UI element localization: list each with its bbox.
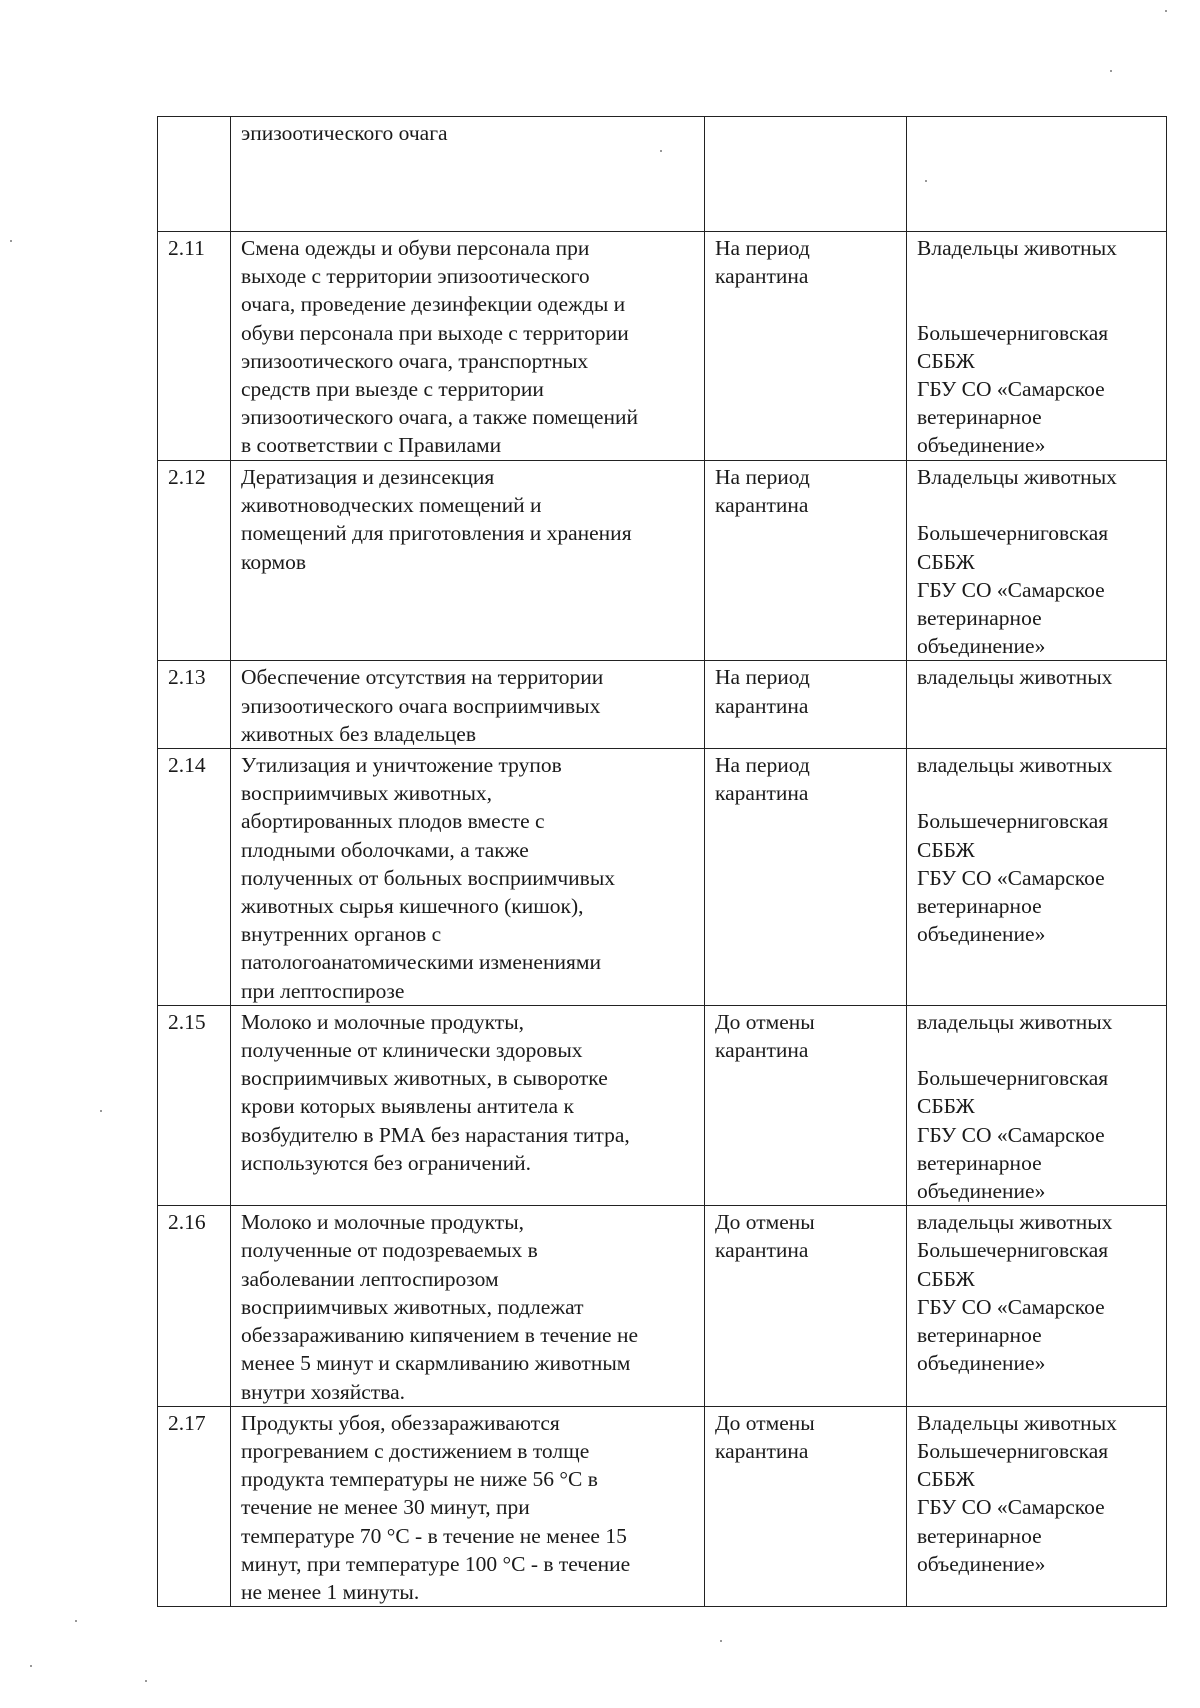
measure-responsible: владельцы животных Большечерниговская СББЖ ГБУ СО «Самарское ветеринарное объединение» [907,1005,1167,1205]
measure-description: Обеспечение отсутствия на территории эпизоотического очага восприимчивых животных без владельцев [231,661,705,749]
measure-responsible: Владельцы животных Большечерниговская СББЖ ГБУ СО «Самарское ветеринарное объединение» [907,232,1167,461]
measure-period: До отмены карантина [705,1206,907,1406]
measures-table [157,116,1167,1607]
table-row [158,1406,1167,1606]
row-number: 2.12 [158,461,231,661]
row-number [158,117,231,232]
measure-description: эпизоотического очага [231,117,705,232]
measure-responsible: владельцы животных Большечерниговская СББЖ ГБУ СО «Самарское ветеринарное объединение» [907,1206,1167,1406]
measure-description: Продукты убоя, обеззараживаются прогреванием с достижением в толще продукта температуры не ниже 56 °С в течение не менее 30 минут, при температуре 70 °С - в течение не менее 15 минут, при температуре 100 °С - в течение не менее 1 минуты. [231,1406,705,1606]
row-number: 2.14 [158,749,231,1006]
table-row [158,661,1167,749]
scan-speck [30,1665,32,1667]
measure-responsible: Владельцы животных Большечерниговская СББЖ ГБУ СО «Самарское ветеринарное объединение» [907,461,1167,661]
table-row [158,232,1167,461]
scan-speck [1165,10,1167,12]
row-number: 2.17 [158,1406,231,1606]
table-row [158,117,1167,232]
measure-description: Смена одежды и обуви персонала при выходе с территории эпизоотического очага, проведение дезинфекции одежды и обуви персонала при выходе с территории эпизоотического очага, транспортных средств при выезде с территории эпизоотического очага, а также помещений в соответствии с Правилами [231,232,705,461]
row-number: 2.11 [158,232,231,461]
measure-description: Утилизация и уничтожение трупов восприимчивых животных, абортированных плодов вместе с плодными оболочками, а также полученных от больных восприимчивых животных сырья кишечного (кишок), внутренних органов с патологоанатомическими изменениями при лептоспирозе [231,749,705,1006]
measure-period: На период карантина [705,661,907,749]
row-number: 2.16 [158,1206,231,1406]
measure-responsible [907,117,1167,232]
measure-period: До отмены карантина [705,1406,907,1606]
table-row [158,461,1167,661]
measure-responsible: владельцы животных [907,661,1167,749]
table-row [158,1206,1167,1406]
measure-description: Дератизация и дезинсекция животноводческих помещений и помещений для приготовления и хранения кормов [231,461,705,661]
row-number: 2.13 [158,661,231,749]
measure-responsible: Владельцы животных Большечерниговская СББЖ ГБУ СО «Самарское ветеринарное объединение» [907,1406,1167,1606]
scan-speck [75,1620,77,1622]
measure-period [705,117,907,232]
scan-speck [720,1640,722,1642]
measure-period: На период карантина [705,232,907,461]
measure-period: До отмены карантина [705,1005,907,1205]
measure-description: Молоко и молочные продукты, полученные от подозреваемых в заболевании лептоспирозом восприимчивых животных, подлежат обеззараживанию кипячением в течение не менее 5 минут и скармливанию животным внутри хозяйства. [231,1206,705,1406]
measure-period: На период карантина [705,461,907,661]
scan-speck [925,180,927,182]
scan-speck [145,1680,147,1682]
scan-speck [10,240,12,242]
measure-description: Молоко и молочные продукты, полученные от клинически здоровых восприимчивых животных, в сыворотке крови которых выявлены антитела к возбудителю в РМА без нарастания титра, используются без ограничений. [231,1005,705,1205]
row-number: 2.15 [158,1005,231,1205]
scan-speck [1110,70,1112,72]
scan-speck [660,150,662,152]
measure-period: На период карантина [705,749,907,1006]
measure-responsible: владельцы животных Большечерниговская СББЖ ГБУ СО «Самарское ветеринарное объединение» [907,749,1167,1006]
scan-speck [100,1110,102,1112]
table-row [158,1005,1167,1205]
table-row [158,749,1167,1006]
